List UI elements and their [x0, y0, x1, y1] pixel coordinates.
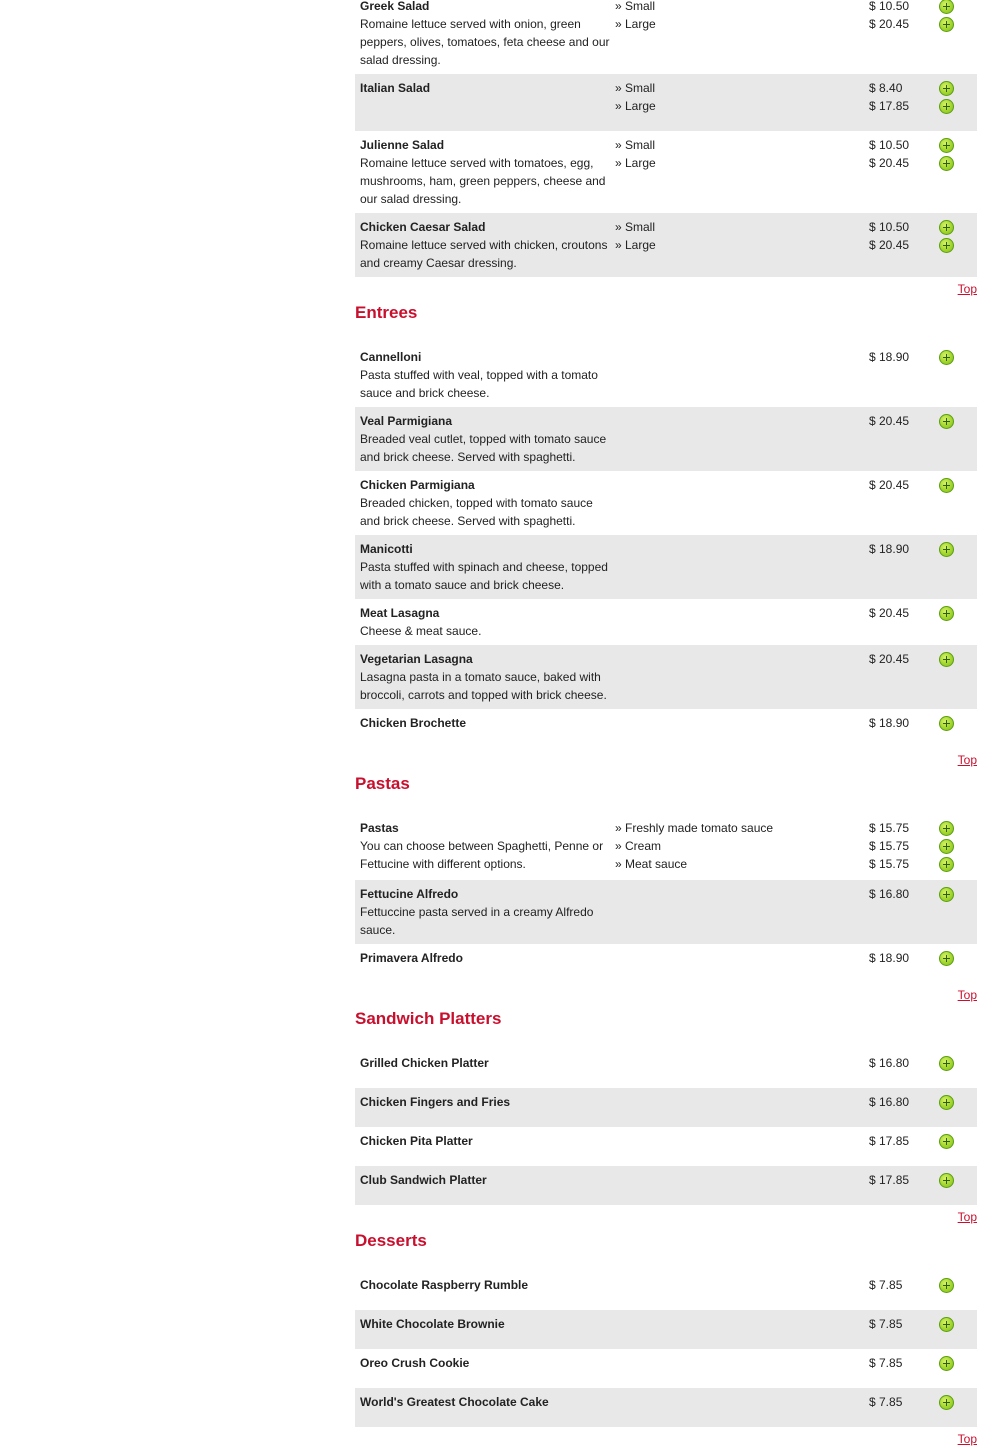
add-to-cart-icon[interactable] [939, 1317, 954, 1332]
menu-item-row [355, 880, 977, 944]
menu-items-table [355, 0, 977, 277]
item-name: Meat Lasagna [360, 606, 440, 620]
add-buttons [932, 1049, 977, 1088]
add-to-cart-icon[interactable] [939, 652, 954, 667]
item-options [615, 1049, 862, 1088]
item-price: $ 7.85 [869, 1395, 903, 1409]
item-prices [862, 407, 932, 471]
menu-category [355, 774, 977, 1004]
item-name: White Chocolate Brownie [360, 1317, 505, 1331]
add-to-cart-icon[interactable] [939, 821, 954, 836]
menu-items-table [355, 814, 977, 983]
back-to-top-row [355, 1430, 977, 1448]
size-option: » Small [615, 0, 656, 13]
item-options [615, 407, 862, 471]
size-option: » Small [615, 81, 656, 95]
item-options [615, 131, 862, 213]
add-buttons [932, 814, 977, 880]
item-description: Cheese & meat sauce. [360, 624, 482, 638]
item-info [355, 1127, 615, 1166]
item-prices [862, 0, 932, 74]
item-info [355, 471, 615, 535]
item-options [615, 343, 862, 407]
menu-item-row [355, 407, 977, 471]
item-price: $ 18.90 [869, 542, 910, 556]
item-prices [862, 645, 932, 709]
item-prices [862, 1088, 932, 1127]
menu-item-row [355, 535, 977, 599]
menu-item-row [355, 1388, 977, 1427]
add-to-cart-icon[interactable] [939, 17, 954, 32]
item-info [355, 1049, 615, 1088]
item-name: Greek Salad [360, 0, 430, 13]
add-to-cart-icon[interactable] [939, 478, 954, 493]
add-buttons [932, 407, 977, 471]
add-buttons [932, 1166, 977, 1205]
menu-category [355, 1009, 977, 1226]
item-price: $ 17.85 [869, 1134, 910, 1148]
item-name: Chicken Brochette [360, 716, 467, 730]
add-buttons [932, 944, 977, 983]
item-description: Romaine lettuce served with tomatoes, egg, mushrooms, ham, green peppers, cheese and our salad dressing. [360, 156, 606, 206]
add-buttons [932, 213, 977, 277]
menu-items-table [355, 1271, 977, 1427]
item-description: Pasta stuffed with veal, topped with a tomato sauce and brick cheese. [360, 368, 598, 400]
size-option: » Large [615, 17, 656, 31]
menu-items-table [355, 343, 977, 748]
item-name: Vegetarian Lasagna [360, 652, 473, 666]
item-info [355, 709, 615, 748]
add-to-cart-icon[interactable] [939, 1395, 954, 1410]
size-option: » Large [615, 99, 656, 113]
item-prices [862, 814, 932, 880]
add-buttons [932, 645, 977, 709]
item-prices [862, 880, 932, 944]
item-info [355, 0, 615, 74]
back-to-top-link[interactable]: Top [957, 988, 977, 1002]
item-options [615, 709, 862, 748]
item-options [615, 645, 862, 709]
add-buttons [932, 1388, 977, 1427]
add-buttons [932, 1088, 977, 1127]
item-options [615, 535, 862, 599]
item-prices [862, 709, 932, 748]
item-info [355, 1349, 615, 1388]
size-option: » Large [615, 156, 656, 170]
add-buttons [932, 471, 977, 535]
menu-item-row [355, 213, 977, 277]
item-options [615, 814, 862, 880]
add-to-cart-icon[interactable] [939, 81, 954, 96]
menu-category [355, 1231, 977, 1448]
add-to-cart-icon[interactable] [939, 138, 954, 153]
category-title: Pastas [355, 774, 410, 793]
item-prices [862, 944, 932, 983]
item-info [355, 1088, 615, 1127]
item-description: Breaded chicken, topped with tomato sauce and brick cheese. Served with spaghetti. [360, 496, 593, 528]
add-to-cart-icon[interactable] [939, 1056, 954, 1071]
item-prices [862, 1349, 932, 1388]
menu-item-row [355, 131, 977, 213]
menu-item-row [355, 1127, 977, 1166]
item-name: World's Greatest Chocolate Cake [360, 1395, 549, 1409]
back-to-top-row [355, 280, 977, 298]
category-title: Entrees [355, 303, 418, 322]
add-to-cart-icon[interactable] [939, 1173, 954, 1188]
add-to-cart-icon[interactable] [939, 156, 954, 171]
add-buttons [932, 535, 977, 599]
item-name: Cannelloni [360, 350, 422, 364]
item-price: $ 20.45 [869, 606, 910, 620]
add-to-cart-icon[interactable] [939, 542, 954, 557]
item-prices [862, 74, 932, 131]
add-to-cart-icon[interactable] [939, 951, 954, 966]
item-prices [862, 535, 932, 599]
add-buttons [932, 1127, 977, 1166]
menu-item-row [355, 1088, 977, 1127]
add-buttons [932, 131, 977, 213]
item-info [355, 407, 615, 471]
item-price: $ 17.85 [869, 99, 910, 113]
item-price: $ 7.85 [869, 1278, 903, 1292]
item-info [355, 1271, 615, 1310]
add-buttons [932, 1349, 977, 1388]
back-to-top-row [355, 986, 977, 1004]
item-prices [862, 1310, 932, 1349]
add-to-cart-icon[interactable] [939, 887, 954, 902]
item-prices [862, 343, 932, 407]
add-buttons [932, 709, 977, 748]
item-info [355, 880, 615, 944]
item-options [615, 0, 862, 74]
item-options [615, 1271, 862, 1310]
item-options [615, 1388, 862, 1427]
item-options [615, 1349, 862, 1388]
menu-item-row [355, 599, 977, 645]
item-info [355, 1388, 615, 1427]
item-info [355, 944, 615, 983]
item-description: Pasta stuffed with spinach and cheese, topped with a tomato sauce and brick cheese. [360, 560, 608, 592]
category-title: Sandwich Platters [355, 1009, 502, 1028]
back-to-top-link[interactable]: Top [957, 1210, 977, 1224]
item-prices [862, 1271, 932, 1310]
item-price: $ 15.75 [869, 839, 910, 853]
item-description: Romaine lettuce served with chicken, croutons and creamy Caesar dressing. [360, 238, 608, 270]
item-info [355, 213, 615, 277]
item-price: $ 20.45 [869, 238, 910, 252]
item-name: Fettucine Alfredo [360, 887, 459, 901]
item-options [615, 74, 862, 131]
item-price: $ 7.85 [869, 1317, 903, 1331]
item-price: $ 20.45 [869, 17, 910, 31]
item-info [355, 131, 615, 213]
item-price: $ 20.45 [869, 478, 910, 492]
item-name: Oreo Crush Cookie [360, 1356, 470, 1370]
add-buttons [932, 0, 977, 74]
item-prices [862, 213, 932, 277]
item-prices [862, 1166, 932, 1205]
item-options [615, 1310, 862, 1349]
menu-item-row [355, 709, 977, 748]
item-info [355, 1310, 615, 1349]
menu-item-row [355, 1349, 977, 1388]
add-to-cart-icon[interactable] [939, 1095, 954, 1110]
item-options [615, 1127, 862, 1166]
item-price: $ 8.40 [869, 81, 903, 95]
menu-item-row [355, 1166, 977, 1205]
menu-item-row [355, 1310, 977, 1349]
item-prices [862, 1388, 932, 1427]
item-price: $ 16.80 [869, 887, 910, 901]
item-prices [862, 1127, 932, 1166]
add-buttons [932, 343, 977, 407]
item-description: Fettuccine pasta served in a creamy Alfredo sauce. [360, 905, 594, 937]
add-to-cart-icon[interactable] [939, 716, 954, 731]
back-to-top-link[interactable]: Top [957, 282, 977, 296]
item-price: $ 20.45 [869, 414, 910, 428]
item-name: Veal Parmigiana [360, 414, 453, 428]
item-prices [862, 1049, 932, 1088]
item-options [615, 880, 862, 944]
size-option: » Small [615, 138, 656, 152]
size-option: » Meat sauce [615, 857, 688, 871]
item-info [355, 74, 615, 131]
item-description: You can choose between Spaghetti, Penne or Fettucine with different options. [360, 839, 604, 871]
item-price: $ 18.90 [869, 951, 910, 965]
back-to-top-row [355, 1208, 977, 1226]
add-to-cart-icon[interactable] [939, 350, 954, 365]
add-buttons [932, 880, 977, 944]
add-to-cart-icon[interactable] [939, 414, 954, 429]
add-to-cart-icon[interactable] [939, 1278, 954, 1293]
item-name: Chicken Fingers and Fries [360, 1095, 511, 1109]
item-name: Julienne Salad [360, 138, 445, 152]
add-to-cart-icon[interactable] [939, 0, 954, 14]
add-buttons [932, 1310, 977, 1349]
item-options [615, 1166, 862, 1205]
item-price: $ 17.85 [869, 1173, 910, 1187]
menu-item-row [355, 814, 977, 880]
add-to-cart-icon[interactable] [939, 99, 954, 114]
menu-items-table [355, 1049, 977, 1205]
menu-item-row [355, 1271, 977, 1310]
item-name: Chicken Parmigiana [360, 478, 475, 492]
menu-item-row [355, 74, 977, 131]
add-to-cart-icon[interactable] [939, 839, 954, 854]
add-to-cart-icon[interactable] [939, 238, 954, 253]
menu-item-row [355, 0, 977, 74]
size-option: » Freshly made tomato sauce [615, 821, 774, 835]
item-name: Italian Salad [360, 81, 431, 95]
menu-item-row [355, 471, 977, 535]
add-buttons [932, 74, 977, 131]
item-info [355, 599, 615, 645]
menu-category [355, 0, 977, 298]
item-options [615, 944, 862, 983]
item-description: Lasagna pasta in a tomato sauce, baked with broccoli, carrots and topped with brick cheese. [360, 670, 607, 702]
item-name: Manicotti [360, 542, 413, 556]
category-title: Desserts [355, 1231, 427, 1250]
add-to-cart-icon[interactable] [939, 857, 954, 872]
item-price: $ 7.85 [869, 1356, 903, 1370]
item-name: Club Sandwich Platter [360, 1173, 487, 1187]
item-options [615, 471, 862, 535]
item-info [355, 1166, 615, 1205]
item-price: $ 10.50 [869, 0, 910, 13]
item-price: $ 10.50 [869, 220, 910, 234]
item-options [615, 1088, 862, 1127]
item-description: Breaded veal cutlet, topped with tomato sauce and brick cheese. Served with spaghetti. [360, 432, 607, 464]
size-option: » Cream [615, 839, 662, 853]
item-price: $ 15.75 [869, 857, 910, 871]
item-info [355, 645, 615, 709]
item-name: Chocolate Raspberry Rumble [360, 1278, 529, 1292]
item-info [355, 814, 615, 880]
item-price: $ 10.50 [869, 138, 910, 152]
menu-item-row [355, 343, 977, 407]
item-name: Chicken Pita Platter [360, 1134, 473, 1148]
back-to-top-link[interactable]: Top [957, 1432, 977, 1446]
item-description: Romaine lettuce served with onion, green peppers, olives, tomatoes, feta cheese and our salad dressing. [360, 17, 610, 67]
item-info [355, 343, 615, 407]
item-price: $ 20.45 [869, 156, 910, 170]
item-prices [862, 131, 932, 213]
back-to-top-row [355, 751, 977, 769]
item-prices [862, 471, 932, 535]
item-price: $ 16.80 [869, 1056, 910, 1070]
item-prices [862, 599, 932, 645]
add-buttons [932, 1271, 977, 1310]
item-info [355, 535, 615, 599]
item-price: $ 20.45 [869, 652, 910, 666]
add-to-cart-icon[interactable] [939, 606, 954, 621]
item-price: $ 18.90 [869, 716, 910, 730]
item-options [615, 213, 862, 277]
menu-item-row [355, 645, 977, 709]
add-to-cart-icon[interactable] [939, 220, 954, 235]
size-option: » Large [615, 238, 656, 252]
menu-item-row [355, 1049, 977, 1088]
add-to-cart-icon[interactable] [939, 1356, 954, 1371]
back-to-top-link[interactable]: Top [957, 753, 977, 767]
item-price: $ 15.75 [869, 821, 910, 835]
item-name: Primavera Alfredo [360, 951, 463, 965]
menu-category [355, 303, 977, 769]
item-name: Grilled Chicken Platter [360, 1056, 489, 1070]
item-name: Chicken Caesar Salad [360, 220, 486, 234]
size-option: » Small [615, 220, 656, 234]
item-options [615, 599, 862, 645]
item-price: $ 18.90 [869, 350, 910, 364]
add-buttons [932, 599, 977, 645]
item-name: Pastas [360, 821, 399, 835]
item-price: $ 16.80 [869, 1095, 910, 1109]
menu-list [355, 0, 977, 1448]
menu-item-row [355, 944, 977, 983]
add-to-cart-icon[interactable] [939, 1134, 954, 1149]
